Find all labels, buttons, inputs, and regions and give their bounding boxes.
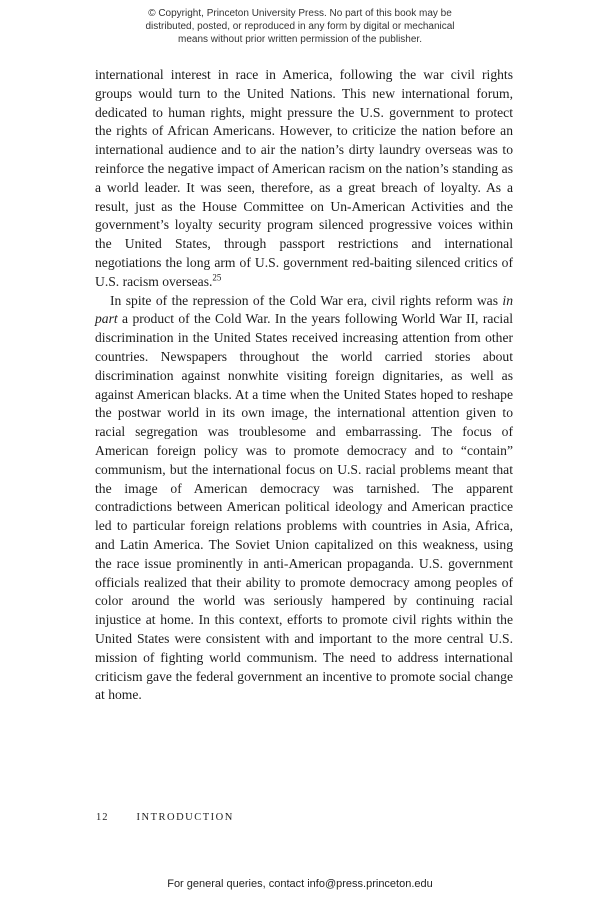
running-footer — [96, 812, 514, 823]
paragraph-2 — [95, 292, 513, 706]
footnote-reference-25: 25 — [212, 272, 222, 283]
general-queries-notice: For general queries, contact info@press.princeton.edu — [167, 878, 433, 890]
paragraph-2-italic-phrase: in part — [95, 292, 513, 327]
paragraph-1-text: international interest in race in America, following the war civil rights groups would turn to the United Nations. This new international forum, dedicated to human rights, might pressure the U.S. government to protect the rights of African Americans. However, to criticize the nation before an international audience and to air the nation’s dirty laundry overseas was to reinforce the negative impact of American racism on the nation’s standing as a world leader. It was seen, therefore, as a great breach of loyalty. As a result, just as the House Committee on Un-American Activities and the government’s loyalty security program silenced progressive voices within the United States, through passport restrictions and international negotiations the long arm of U.S. government red-baiting silenced critics of U.S. racism overseas. — [95, 67, 513, 289]
section-title: INTRODUCTION — [136, 812, 234, 823]
paragraph-2-text-pre: In spite of the repression of the Cold War era, civil rights reform was — [110, 292, 503, 308]
body-text-column — [95, 66, 513, 705]
paragraph-1 — [95, 66, 513, 292]
page-number: 12 — [96, 812, 109, 823]
paragraph-2-text-post: a product of the Cold War. In the years following World War II, racial discrimination in the United States received increasing attention from other countries. Newspapers throughout the world carried stories about discrimination against nonwhite visiting foreign dignitaries, as well as against American blacks. At a time when the United States hoped to reshape the postwar world in its own image, the international attention given to racial segregation was troublesome and embarrassing. The focus of American foreign policy was to promote democracy and to “contain” communism, but the international focus on U.S. racial problems meant that the image of American democracy was tarnished. The apparent contradictions between American political ideology and American practice led to particular foreign relations problems with countries in Asia, Africa, and Latin America. The Soviet Union capitalized on this weakness, using the race issue prominently in anti-American propaganda. U.S. government officials realized that their ability to promote democracy among peoples of color around the world was seriously hampered by continuing racial injustice at home. In this context, efforts to promote civil rights within the United States were consistent with and important to the more central U.S. mission of fighting world communism. The need to address international criticism gave the federal government an incentive to promote social change at home. — [95, 311, 513, 703]
copyright-notice: © Copyright, Princeton University Press. No part of this book may be distributed, posted, or reproduced in any form by digital or mechanical means without prior written permission of the publisher. — [145, 8, 455, 45]
